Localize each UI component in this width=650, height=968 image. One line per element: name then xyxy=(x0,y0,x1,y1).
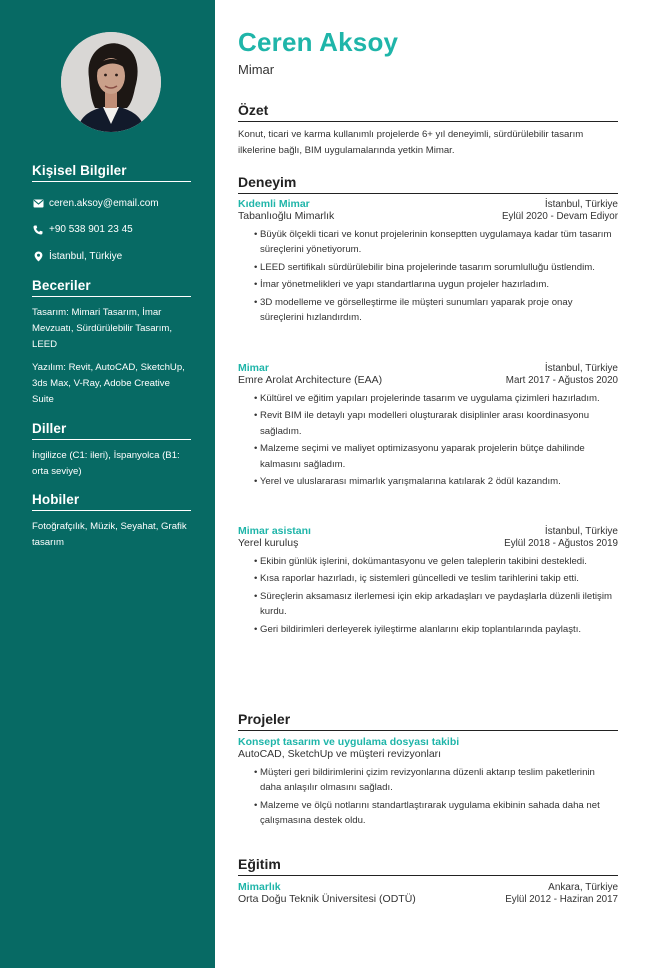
email-text[interactable]: ceren.aksoy@email.com xyxy=(49,197,159,209)
education-dates: Eylül 2012 - Haziran 2017 xyxy=(505,894,618,905)
education-entry xyxy=(238,881,618,905)
job-bullet: • Malzeme seçimi ve maliyet optimizasyonu yaparak projelerin bütçe dahilinde kalmasını sağladım. xyxy=(254,441,618,472)
skills-design: Tasarım: Mimari Tasarım, İmar Mevzuatı, Sürdürülebilir Tasarım, LEED xyxy=(32,307,173,350)
email-row[interactable] xyxy=(32,190,191,217)
person-name: Ceren Aksoy xyxy=(238,27,399,57)
location-pin-icon xyxy=(32,250,44,262)
job-entry xyxy=(238,198,618,327)
education-degree: Mimarlık xyxy=(238,881,281,893)
experience-heading: Deneyim xyxy=(238,174,618,194)
languages-section xyxy=(32,421,191,480)
profile-photo-image xyxy=(61,32,161,132)
languages-heading: Diller xyxy=(32,421,191,440)
projects-heading: Projeler xyxy=(238,711,618,731)
project-tools: AutoCAD, SketchUp ve müşteri revizyonları xyxy=(238,748,442,760)
project-bullet: • Müşteri geri bildirimlerini çizim revizyonlarına düzenli aktarıp teslim paketlerinin daha anlaşılır olmasını sağladı. xyxy=(254,765,618,796)
job-dates: Eylül 2020 - Devam Ediyor xyxy=(502,211,618,222)
skills-heading: Beceriler xyxy=(32,278,191,297)
education-school: Orta Doğu Teknik Üniversitesi (ODTÜ) xyxy=(238,893,416,905)
project-bullet: • Malzeme ve ölçü notlarını standartlaştırarak uygulama ekibinin sahada daha net çalışmasına destek oldu. xyxy=(254,798,618,829)
job-company: Emre Arolat Architecture (EAA) xyxy=(238,374,383,386)
location-text: İstanbul, Türkiye xyxy=(49,250,123,262)
project-entry xyxy=(238,736,618,831)
job-location: İstanbul, Türkiye xyxy=(544,526,618,537)
summary-text: Konut, ticari ve karma kullanımlı projelerde 6+ yıl deneyimli, sürdürülebilir tasarım ilkelerine bağlı, BIM uygulamalarında yetkin Mimar. xyxy=(238,129,584,156)
job-dates: Mart 2017 - Ağustos 2020 xyxy=(505,375,618,386)
skills-section xyxy=(32,278,191,408)
job-bullet: • Kültürel ve eğitim yapıları projelerinde tasarım ve uygulama çizimleri hazırladım. xyxy=(254,391,618,406)
hobbies-heading: Hobiler xyxy=(32,492,191,511)
job-title: Kıdemli Mimar xyxy=(238,198,310,210)
project-title: Konsept tasarım ve uygulama dosyası takibi xyxy=(238,736,460,748)
email-icon xyxy=(32,197,44,209)
sidebar xyxy=(0,0,215,968)
job-bullet: • Geri bildirimleri derleyerek iyileştirme alanlarını ekip toplantılarında paylaştı. xyxy=(254,622,618,637)
phone-icon xyxy=(32,224,44,236)
job-bullet: • Kısa raporlar hazırladı, iç sistemleri güncelledi ve teslim tarihlerini takip etti. xyxy=(254,571,618,586)
job-bullet: • Büyük ölçekli ticari ve konut projelerinin konseptten uygulamaya kadar tüm tasarım süreçlerini yönetiyorum. xyxy=(254,227,618,258)
person-role: Mimar xyxy=(238,62,275,77)
job-dates: Eylül 2018 - Ağustos 2019 xyxy=(504,538,618,549)
job-location: İstanbul, Türkiye xyxy=(544,199,618,210)
location-row xyxy=(32,243,191,270)
job-bullet: • 3D modelleme ve görselleştirme ile müşteri sunumları yaparak proje onay süreçlerini hızlandırdım. xyxy=(254,295,618,326)
phone-text: +90 538 901 23 45 xyxy=(49,224,133,236)
phone-row xyxy=(32,217,191,244)
job-bullet: • Yerel ve uluslararası mimarlık yarışmalarına katılarak 2 ödül kazandım. xyxy=(254,474,618,489)
summary-heading: Özet xyxy=(238,102,618,122)
job-bullet: • Süreçlerin aksamasız ilerlemesi için ekip arkadaşları ve paydaşlarla düzenli iletişim kurdu. xyxy=(254,589,618,620)
profile-photo xyxy=(61,32,161,132)
languages-text: İngilizce (C1: ileri), İspanyolca (B1: orta seviye) xyxy=(32,450,180,477)
job-company: Yerel kuruluş xyxy=(238,537,299,549)
job-bullet: • İmar yönetmelikleri ve yapı standartlarına uygun projeler hazırladım. xyxy=(254,277,618,292)
job-company: Tabanlıoğlu Mimarlık xyxy=(238,210,335,222)
job-bullet: • Ekibin günlük işlerini, dokümantasyonu ve gelen taleplerin takibini destekledi. xyxy=(254,554,618,569)
personal-info-section xyxy=(32,163,191,270)
education-location: Ankara, Türkiye xyxy=(548,882,618,893)
skills-software: Yazılım: Revit, AutoCAD, SketchUp, 3ds Max, V-Ray, Adobe Creative Suite xyxy=(32,362,185,405)
job-bullet: • LEED sertifikalı sürdürülebilir bina projelerinde tasarım sorumlulluğu üstlendim. xyxy=(254,260,618,275)
job-bullet: • Revit BIM ile detaylı yapı modelleri oluşturarak disiplinler arası koordinasyonu sağladım. xyxy=(254,408,618,439)
personal-info-heading: Kişisel Bilgiler xyxy=(32,163,191,182)
education-heading: Eğitim xyxy=(238,856,618,876)
job-title: Mimar xyxy=(238,362,269,374)
job-entry xyxy=(238,525,618,639)
job-location: İstanbul, Türkiye xyxy=(544,363,618,374)
job-entry xyxy=(238,362,618,491)
hobbies-section xyxy=(32,492,191,551)
job-title: Mimar asistanı xyxy=(238,525,311,537)
hobbies-text: Fotoğrafçılık, Müzik, Seyahat, Grafik tasarım xyxy=(32,521,187,548)
